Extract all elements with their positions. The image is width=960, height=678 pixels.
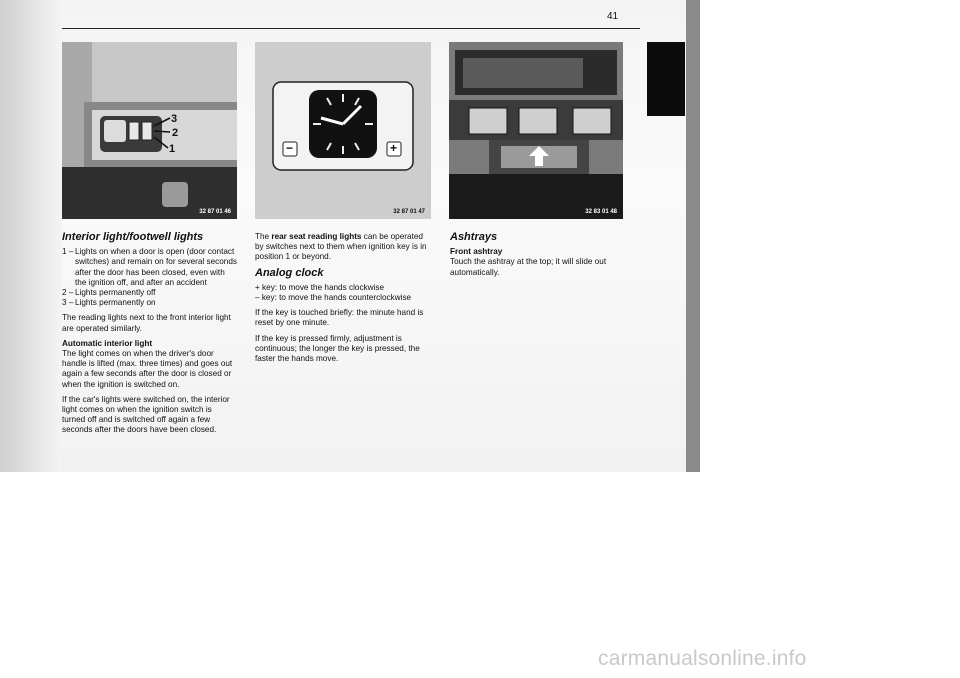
photo-code: 32 87 01 46 [199,209,231,215]
photo-code: 32 87 01 47 [393,209,425,215]
footwell-light-photo [62,42,237,219]
page-edge [686,0,700,472]
paragraph: The reading lights next to the front interior light are operated similarly. [62,313,231,333]
column-clock [255,232,431,369]
column-interior-light [62,232,237,441]
footwell-light-illustration [62,42,237,219]
page-gutter-shadow [0,0,62,472]
paragraph: The light comes on when the driver's door handle is lifted (max. three times) and goes out again a few seconds after the door is closed or when the ignition is switched on. [62,349,233,389]
paragraph: If the car's lights were switched on, the interior light comes on when the ignition switch is turned off and is switched off again a few seconds after the doors have been closed. [62,394,230,435]
watermark: carmanualsonline.info [598,647,807,670]
section-heading: Interior light/footwell lights [62,231,204,243]
list-item: 2 – Lights permanently off [62,288,156,298]
ashtray-photo [449,42,623,219]
photo-code: 32 83 01 48 [585,209,617,215]
subheading: Front ashtray [450,247,503,257]
top-rule [62,28,640,29]
list-item: 3 – Lights permanently on [62,298,156,308]
callout-2: 2 [172,127,179,139]
list-item: 1 – Lights on when a door is open (door contact switches) and remain on for several seconds after the door has been closed, even with the ignition off, and after an accident [62,247,238,287]
section-heading: Analog clock [255,266,324,279]
callout-1: 1 [169,143,176,155]
section-heading: Ashtrays [450,231,498,243]
section-tab [647,42,685,116]
callout-3: 3 [171,113,178,125]
clock-plus-key: + [390,141,398,155]
paragraph: If the key is pressed firmly, adjustment is continuous; the longer the key is pressed, the faster the hands move. [255,333,420,364]
text-line: – key: to move the hands counterclockwise [255,293,412,303]
paragraph: If the key is touched briefly: the minute hand is reset by one minute. [255,308,424,328]
page-number: 41 [607,11,619,22]
text-line: + key: to move the hands clockwise [255,282,385,292]
subheading: Automatic interior light [62,338,153,348]
clock-illustration [255,42,431,219]
ashtray-illustration [449,42,623,219]
clock-photo [255,42,431,219]
clock-minus-key: − [286,141,294,155]
paragraph: Touch the ashtray at the top; it will slide out automatically. [450,257,607,277]
paragraph: The rear seat reading lights can be operated by switches next to them when ignition key is in position 1 or beyond. [255,232,427,262]
column-ashtrays [450,232,625,283]
